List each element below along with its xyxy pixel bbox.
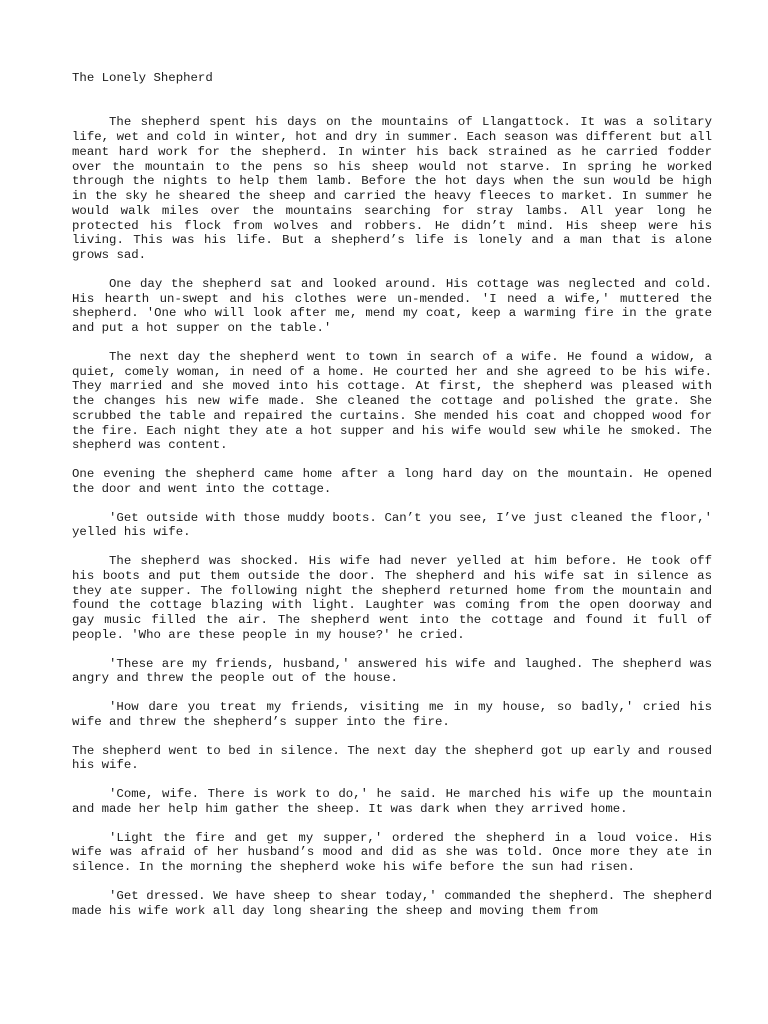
body-paragraph: The next day the shepherd went to town in search of a wife. He found a widow, a quiet, comely woman, in need of a home. He courted her and she agreed to be his wife. They married and she moved into his cottage. At first, the shepherd was pleased with the changes his new wife made. She cleaned the cottage and polished the grate. She scrubbed the table and repaired the curtains. She mended his coat and chopped wood for the fire. Each night they ate a hot supper and his wife would sew while he smoked. The shepherd was content. <box>72 349 712 453</box>
document-body <box>72 115 712 918</box>
body-paragraph: 'These are my friends, husband,' answered his wife and laughed. The shepherd was angry and threw the people out of the house. <box>72 656 712 686</box>
body-paragraph: One day the shepherd sat and looked around. His cottage was neglected and cold. His hearth un-swept and his clothes were un-mended. 'I need a wife,' muttered the shepherd. 'One who will look after me, mend my coat, keep a warming fire in the grate and put a hot supper on the table.' <box>72 276 712 335</box>
body-paragraph: 'Get dressed. We have sheep to shear today,' commanded the shepherd. The shepherd made his wife work all day long shearing the sheep and moving them from <box>72 888 712 918</box>
body-paragraph: 'How dare you treat my friends, visiting me in my house, so badly,' cried his wife and threw the shepherd’s supper into the fire. <box>72 700 712 729</box>
body-paragraph: The shepherd was shocked. His wife had never yelled at him before. He took off his boots and put them outside the door. The shepherd and his wife sat in silence as they ate supper. The following night the shepherd returned home from the mountain and found the cottage blazing with light. Laughter was coming from the open doorway and gay music filled the air. The shepherd went into the cottage and found it full of people. 'Who are these people in my house?' he cried. <box>72 554 712 642</box>
document-page <box>72 71 712 932</box>
body-paragraph: One evening the shepherd came home after a long hard day on the mountain. He opened the door and went into the cottage. <box>72 467 712 496</box>
body-paragraph: 'Light the fire and get my supper,' ordered the shepherd in a loud voice. His wife was afraid of her husband’s mood and did as she was told. Once more they ate in silence. In the morning the shepherd woke his wife before the sun had risen. <box>72 830 712 874</box>
body-paragraph: 'Get outside with those muddy boots. Can’t you see, I’ve just cleaned the floor,' yelled his wife. <box>72 510 712 540</box>
document-title: The Lonely Shepherd <box>72 71 213 85</box>
body-paragraph: The shepherd went to bed in silence. The next day the shepherd got up early and roused his wife. <box>72 743 712 773</box>
body-paragraph: 'Come, wife. There is work to do,' he said. He marched his wife up the mountain and made her help him gather the sheep. It was dark when they arrived home. <box>72 787 712 816</box>
body-paragraph: The shepherd spent his days on the mountains of Llangattock. It was a solitary life, wet and cold in winter, hot and dry in summer. Each season was different but all meant hard work for the shepherd. In winter his back strained as he carried fodder over the mountain to the pens so his sheep would not starve. In spring he worked through the nights to help them lamb. Before the hot days when the sun would be high in the sky he sheared the sheep and carried the heavy fleeces to market. In summer he would walk miles over the mountains searching for stray lambs. All year long he protected his flock from wolves and robbers. He didn’t mind. His sheep were his living. This was his life. But a shepherd’s life is lonely and a man that is alone grows sad. <box>72 115 712 262</box>
